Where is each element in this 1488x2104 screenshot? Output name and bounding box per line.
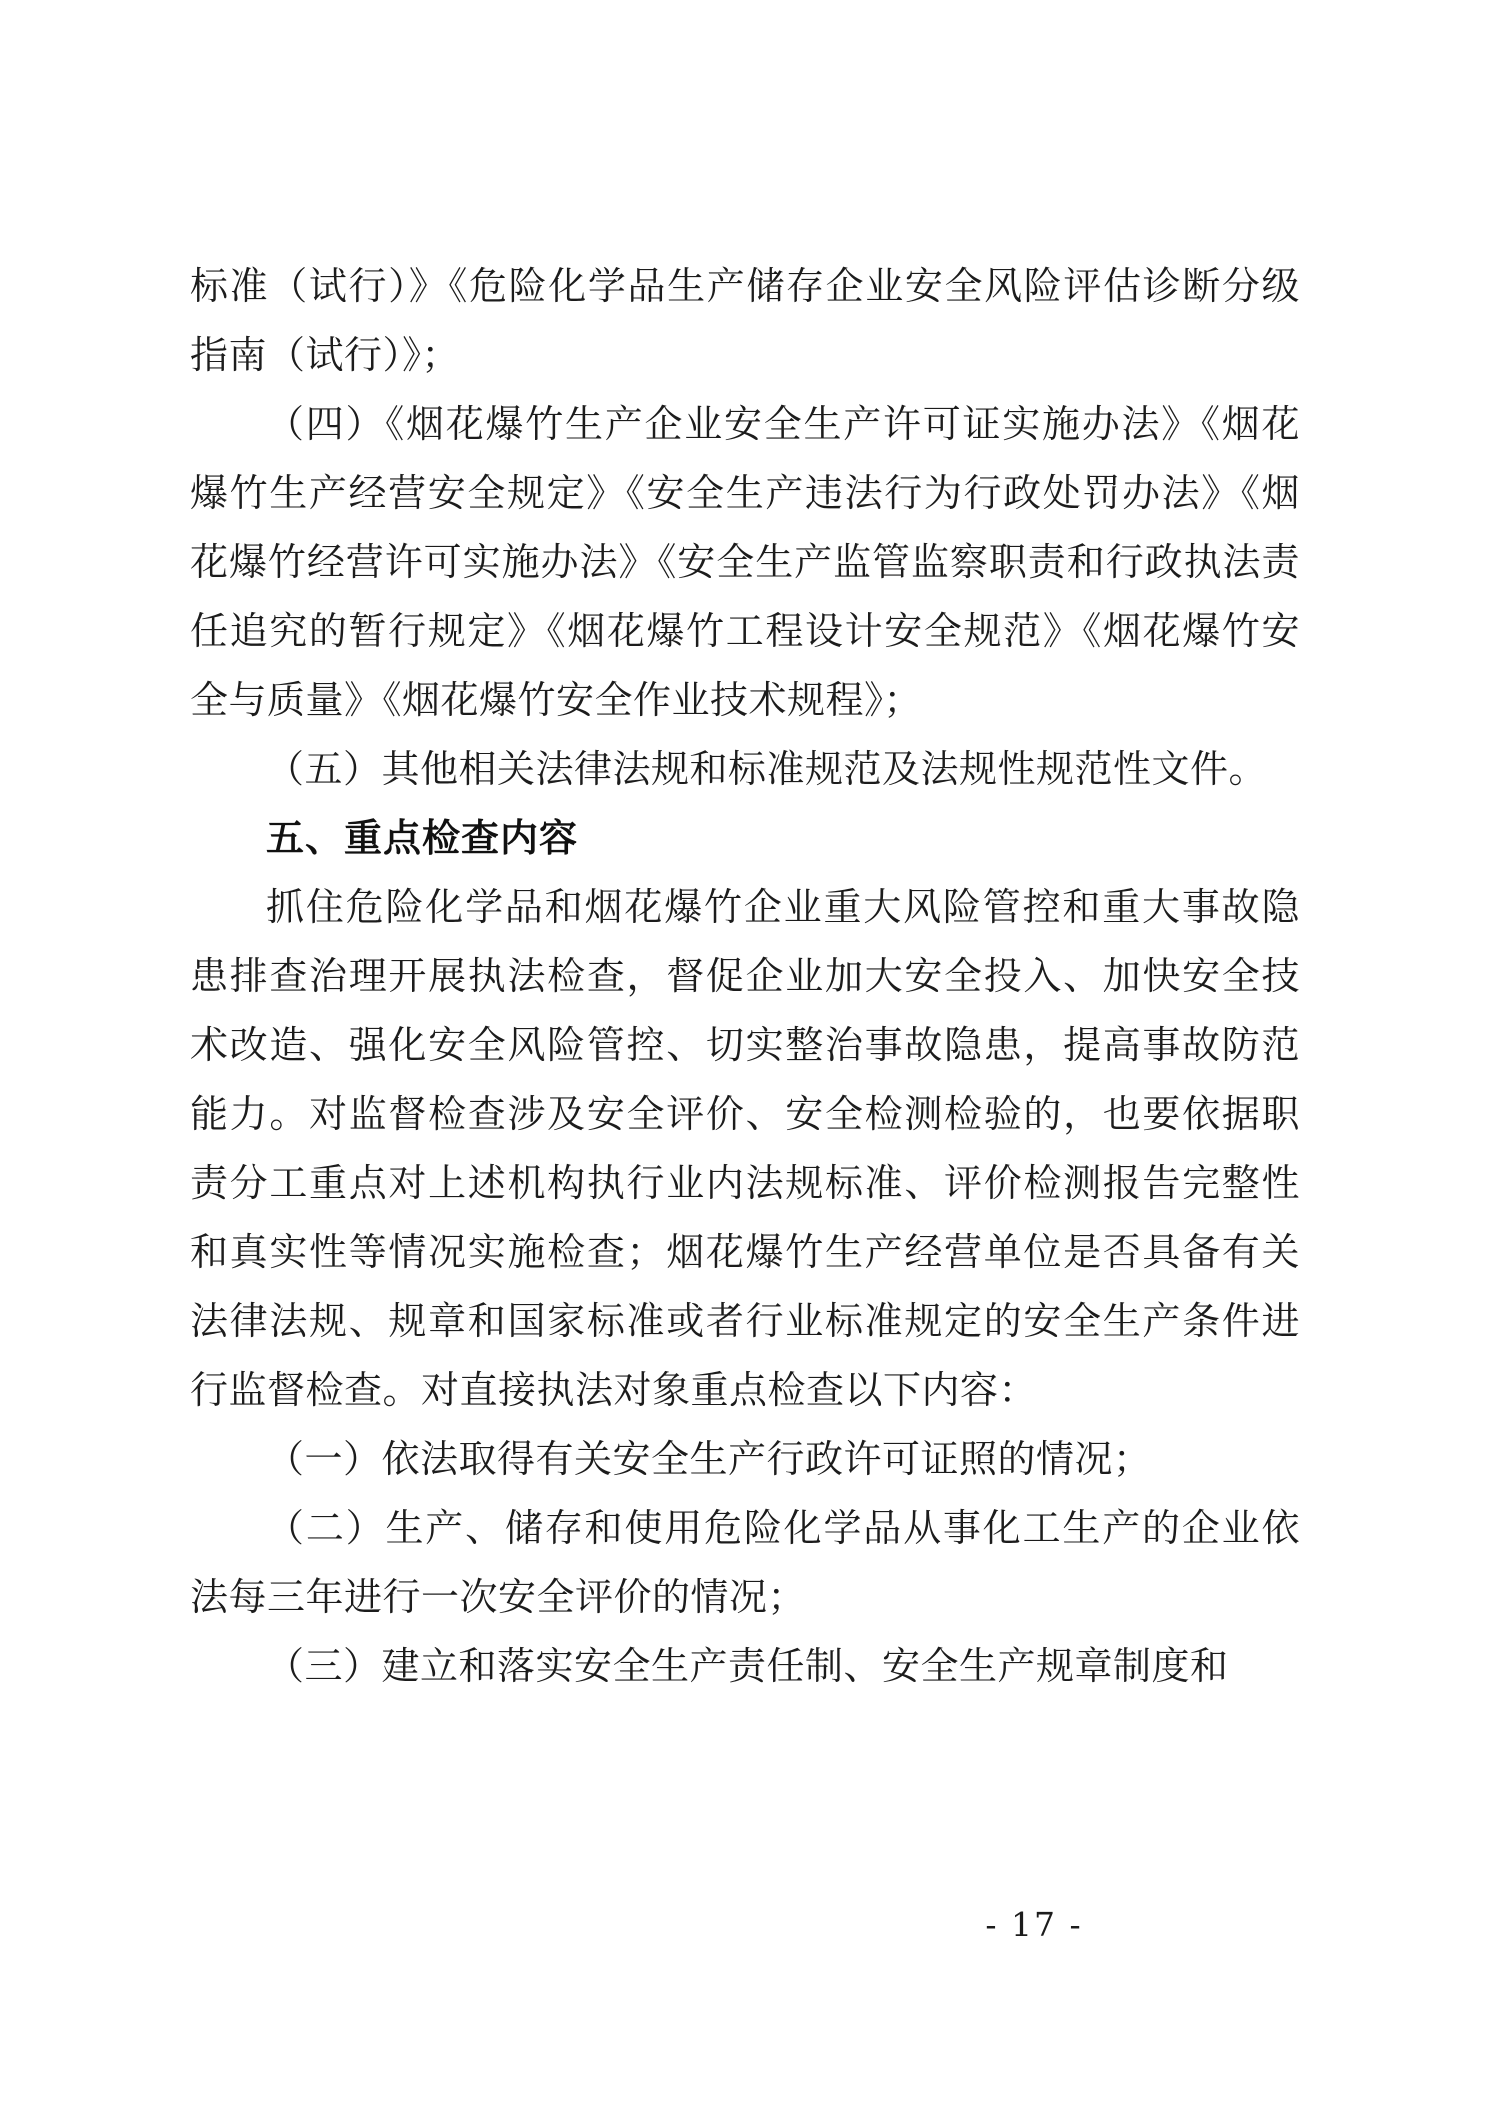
page-footer [0, 1905, 1488, 1944]
paragraph-item-four: （四）《烟花爆竹生产企业安全生产许可证实施办法》《烟花爆竹生产经营安全规定》《安全生产违法行为行政处罚办法》《烟花爆竹经营许可实施办法》《安全生产监管监察职责和行政执法责任追究的暂行规定》《烟花爆竹工程设计安全规范》《烟花爆竹安全与质量》《烟花爆竹安全作业技术规程》； [190, 402, 1300, 722]
paragraph-sub-one: （一）依法取得有关安全生产行政许可证照的情况； [266, 1437, 1152, 1481]
page-number: - 17 - [985, 1905, 1083, 1944]
document-body [190, 252, 1300, 1701]
paragraph-key-inspection-body: 抓住危险化学品和烟花爆竹企业重大风险管控和重大事故隐患排查治理开展执法检查，督促企业加大安全投入、加快安全技术改造、强化安全风险管控、切实整治事故隐患，提高事故防范能力。对监督检查涉及安全评价、安全检测检验的，也要依据职责分工重点对上述机构执行业内法规标准、评价检测报告完整性和真实性等情况实施检查；烟花爆竹生产经营单位是否具备有关法律法规、规章和国家标准或者行业标准规定的安全生产条件进行监督检查。对直接执法对象重点检查以下内容： [190, 885, 1300, 1412]
paragraph-item-five: （五）其他相关法律法规和标准规范及法规性规范性文件。 [266, 747, 1268, 791]
paragraph-sub-two: （二）生产、储存和使用危险化学品从事化工生产的企业依法每三年进行一次安全评价的情况； [190, 1506, 1300, 1619]
paragraph-continued-standards: 标准（试行）》《危险化学品生产储存企业安全风险评估诊断分级指南（试行）》； [190, 264, 1300, 377]
paragraph-sub-three: （三）建立和落实安全生产责任制、安全生产规章制度和 [266, 1644, 1229, 1688]
section-heading-key-inspection: 五、重点检查内容 [266, 816, 579, 860]
